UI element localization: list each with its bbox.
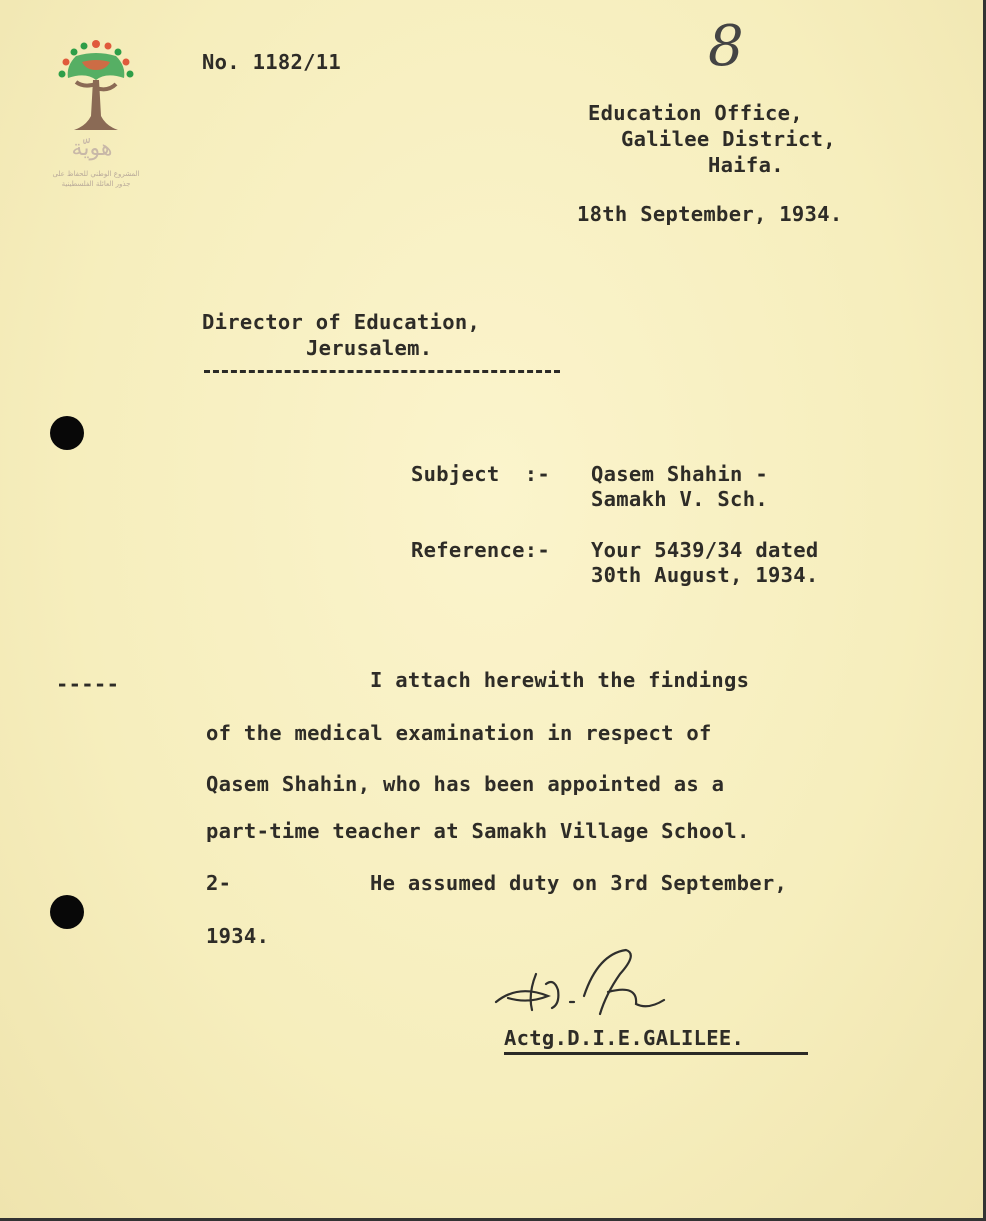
body-line-3: Qasem Shahin, who has been appointed as a — [206, 772, 725, 796]
reference-label: Reference:- — [411, 538, 551, 562]
margin-mark: ----- — [56, 672, 120, 696]
logo — [44, 36, 149, 196]
signature-title: Actg.D.I.E.GALILEE. — [504, 1026, 745, 1050]
addressee-line-2: Jerusalem. — [306, 336, 433, 360]
office-line-2: Galilee District, — [621, 127, 836, 151]
addressee-line-1: Director of Education, — [202, 310, 481, 334]
signature-underline — [504, 1052, 808, 1055]
reference-line-1: Your 5439/34 dated — [591, 538, 819, 562]
body-line-2: of the medical examination in respect of — [206, 721, 712, 745]
letter-date: 18th September, 1934. — [577, 202, 843, 226]
paragraph-2-number: 2- — [206, 871, 232, 895]
paragraph-2-line-1: He assumed duty on 3rd September, — [370, 871, 788, 895]
body-line-4: part-time teacher at Samakh Village School. — [206, 819, 750, 843]
addressee-underline — [204, 370, 560, 373]
reference-line-2: 30th August, 1934. — [591, 563, 819, 587]
logo-caption-line1: المشروع الوطني للحفاظ على — [52, 170, 140, 178]
letter-number: No. 1182/11 — [202, 50, 342, 74]
logo-arabic-name: هويّة — [71, 136, 113, 161]
office-line-3: Haifa. — [708, 153, 784, 177]
paragraph-2-line-2: 1934. — [206, 924, 270, 948]
office-line-1: Education Office, — [588, 101, 803, 125]
family-tree-icon — [46, 36, 146, 136]
folio-number: 8 — [708, 14, 744, 79]
handwritten-signature — [488, 944, 688, 1024]
body-line-1: I attach herewith the findings — [370, 668, 750, 692]
punch-hole-top — [50, 416, 84, 450]
logo-caption-line2: جذور العائلة الفلسطينية — [61, 180, 131, 188]
punch-hole-bottom — [50, 895, 84, 929]
subject-line-1: Qasem Shahin - — [591, 462, 768, 486]
subject-line-2: Samakh V. Sch. — [591, 487, 768, 511]
subject-label: Subject :- — [411, 462, 551, 486]
